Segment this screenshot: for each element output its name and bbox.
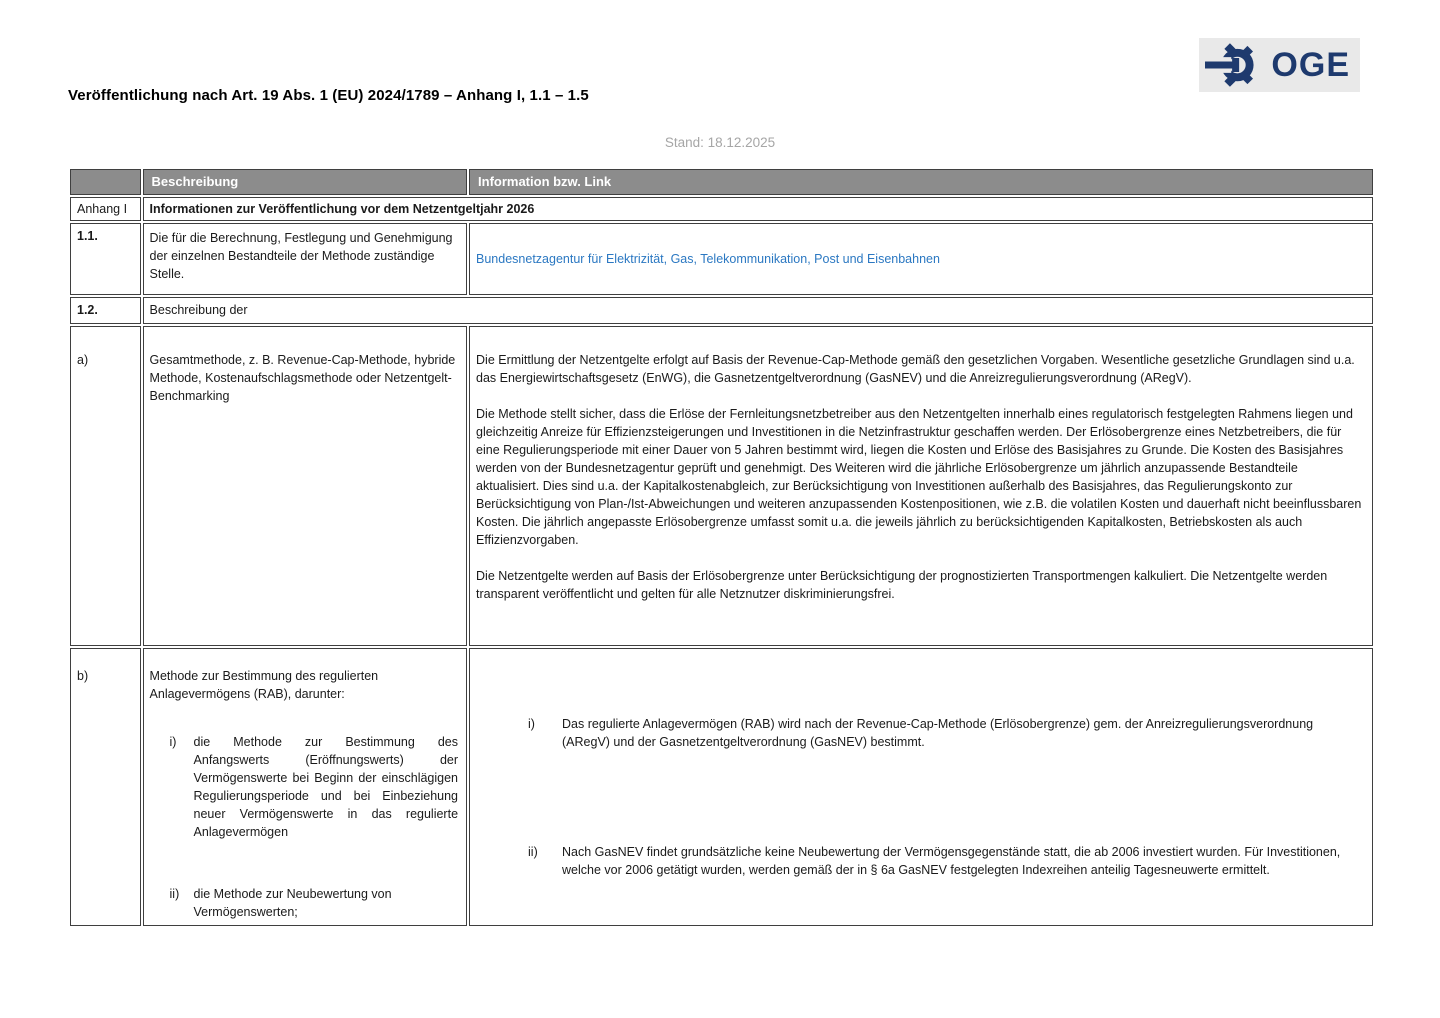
info-item-text: Das regulierte Anlagevermögen (RAB) wird nach der Revenue-Cap-Methode (Erlösobergrenze) gem. der Anreizregulierungsverordnung (ARegV) und der Gasnetzentgeltverordnung (GasNEV) bestimmt.	[562, 717, 1314, 749]
row-1-2-number: 1.2.	[70, 297, 141, 324]
row-b-info-cell	[469, 648, 1373, 926]
row-b-label: b)	[70, 648, 141, 926]
info-item-marker: ii)	[528, 845, 538, 859]
column-header-beschreibung: Beschreibung	[143, 169, 467, 195]
row-a-description: Gesamtmethode, z. B. Revenue-Cap-Methode, hybride Methode, Kostenaufschlagsmethode oder Netzentgelt-Benchmarking	[143, 326, 467, 646]
row-a-info-cell	[469, 326, 1373, 646]
row-a-label: a)	[70, 326, 141, 646]
row-a	[70, 326, 1373, 646]
row-anhang-i	[70, 197, 1373, 221]
page-title: Veröffentlichung nach Art. 19 Abs. 1 (EU) 2024/1789 – Anhang I, 1.1 – 1.5	[68, 87, 589, 104]
row-1-1	[70, 223, 1373, 295]
row-b-description: Methode zur Bestimmung des regulierten Anlagevermögens (RAB), darunter:	[149, 669, 379, 701]
row-1-1-info-cell	[469, 223, 1373, 295]
oge-logo	[1199, 38, 1360, 92]
row-b-info-item-i	[476, 715, 1364, 751]
row-1-2-description: Beschreibung der	[143, 297, 1373, 324]
sub-item-marker: ii)	[169, 887, 180, 901]
sub-item-marker: i)	[169, 735, 177, 749]
column-header-information-link: Information bzw. Link	[469, 169, 1373, 195]
stand-date: Stand: 18.12.2025	[664, 135, 776, 150]
table-header-row	[70, 169, 1373, 195]
row-a-info-paragraph: Die Netzentgelte werden auf Basis der Erlösobergrenze unter Berücksichtigung der prognostizierten Transportmengen kalkuliert. Die Netzentgelte werden transparent veröffentlicht und gelten für alle Netznutzer diskriminierungsfrei.	[476, 569, 1328, 601]
sub-item-text: die Methode zur Neubewertung von Vermögenswerten;	[193, 887, 392, 919]
bundesnetzagentur-link[interactable]: Bundesnetzagentur für Elektrizität, Gas, Telekommunikation, Post und Eisenbahnen	[476, 251, 940, 266]
row-b-sub-item-ii	[150, 885, 458, 921]
publication-table	[68, 167, 1375, 928]
anhang-title: Informationen zur Veröffentlichung vor dem Netzentgeltjahr 2026	[143, 197, 1373, 221]
row-a-info-paragraph: Die Methode stellt sicher, dass die Erlöse der Fernleitungsnetzbetreiber aus den Netzentgelten innerhalb eines regulatorisch festgelegten Rahmens liegen und gleichzeitig Anreize für Effizienzsteigerungen und Investitionen in die Netzinfrastruktur geschaffen werden. Der Erlösobergrenze eines Netzbetreibers, die für eine Regulierungsperiode mit einer Dauer von 5 Jahren bestimmt wird, liegen die Kosten und Erlöse des Basisjahres zu Grunde. Die Kosten des Basisjahres werden von der Bundesnetzagentur geprüft und genehmigt. Des Weiteren wird die jährliche Erlösobergrenze um jährlich anzupassende Bestandteile aktualisiert. Dies sind u.a. der Kapitalkostenabgleich, zur Berücksichtigung von Investitionen außerhalb des Basisjahres, das Regulierungskonto zur Berücksichtigung von Plan-/Ist-Abweichungen und weiteren anzupassenden Kostenpositionen, wie z.B. die volatilen Kosten und dauerhaft nicht beeinflussbaren Kosten. Die jährlich angepasste Erlösobergrenze umfasst somit u.a. die jeweils jährlich zu berücksichtigenden Kapitalkosten, Betriebskosten als auch Effizienzvorgaben.	[476, 407, 1362, 547]
row-1-1-number: 1.1.	[70, 223, 141, 295]
oge-logo-icon	[1205, 42, 1261, 88]
row-a-info-paragraph: Die Ermittlung der Netzentgelte erfolgt auf Basis der Revenue-Cap-Methode gemäß den gesetzlichen Vorgaben. Wesentliche gesetzliche Grundlagen sind u.a. das Energiewirtschaftsgesetz (EnWG), die Gasnetzentgeltverordnung (GasNEV) und die Anreizregulierungsverordnung (ARegV).	[476, 353, 1355, 385]
info-item-marker: i)	[528, 717, 535, 731]
sub-item-text: die Methode zur Bestimmung des Anfangswerts (Eröffnungswerts) der Vermögenswerte bei Beginn der einschlägigen Regulierungsperiode und bei Einbeziehung neuer Vermögenswerte in das regulierte Anlagevermögen	[193, 735, 459, 839]
row-b-sub-item-i	[150, 733, 458, 841]
column-header-empty	[70, 169, 141, 195]
row-b-info-item-ii	[476, 843, 1364, 879]
row-b	[70, 648, 1373, 926]
row-1-1-description: Die für die Berechnung, Festlegung und Genehmigung der einzelnen Bestandteile der Methode zuständige Stelle.	[143, 223, 467, 295]
oge-logo-text: OGE	[1271, 46, 1350, 84]
info-item-text: Nach GasNEV findet grundsätzliche keine Neubewertung der Vermögensgegenstände statt, die ab 2006 investiert wurden. Für Investitionen, welche vor 2006 getätigt wurden, werden gemäß der in § 6a GasNEV festgelegten Indexreihen anteilig Tagesneuwerte ermittelt.	[562, 845, 1341, 877]
anhang-label: Anhang I	[70, 197, 141, 221]
row-1-2	[70, 297, 1373, 324]
row-b-description-cell	[143, 648, 467, 926]
